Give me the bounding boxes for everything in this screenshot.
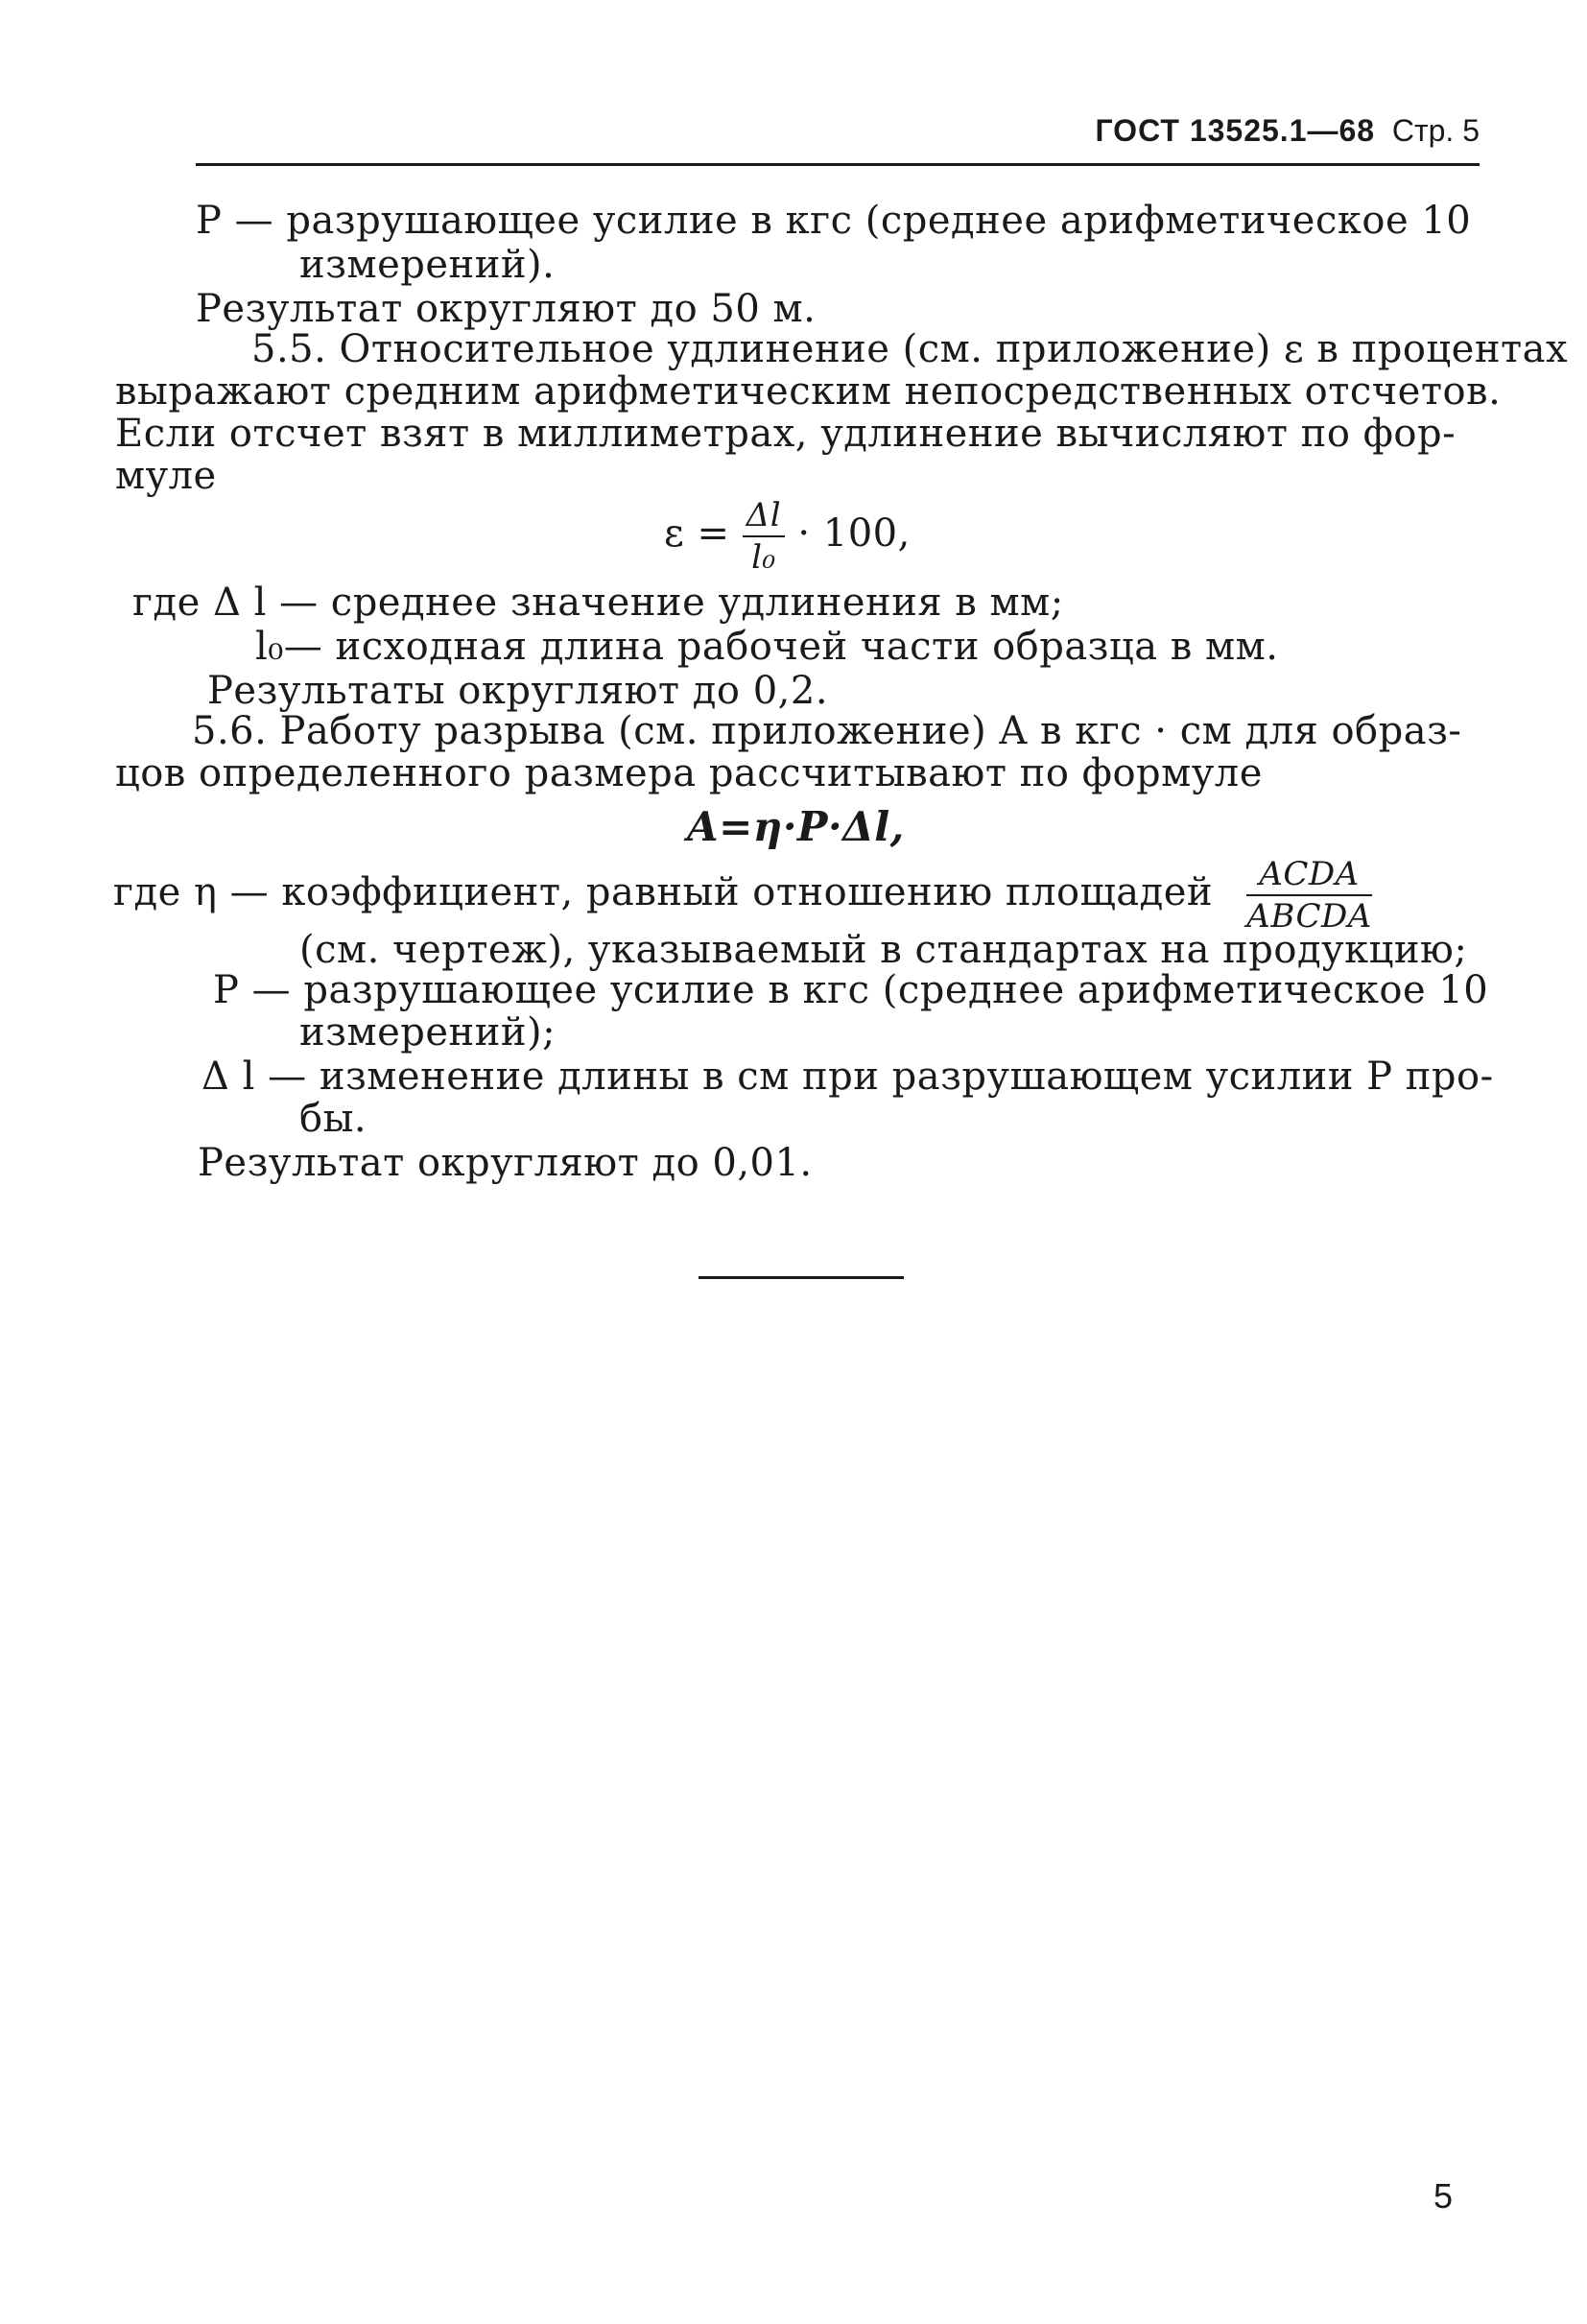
p-definition [196,198,1472,244]
formula-fraction [743,496,785,577]
section-5-5-line4: муле [115,454,217,498]
result-50: Результат округляют до 50 м. [196,287,817,331]
where-eta-cont: (см. чертеж), указываемый в стандартах на продукцию; [299,928,1468,972]
section-5-5-line3: Если отсчет взят в миллиметрах, удлинение вычисляют по фор- [115,412,1457,456]
page-number: 5 [1433,2176,1454,2216]
elongation-formula [664,495,911,577]
where-p: P — разрушающее усилие в кгс (среднее арифметическое 10 [213,968,1489,1012]
result-0-01: Результат округляют до 0,01. [198,1141,813,1185]
p-definition-text: P — разрушающее усилие в кгс (среднее арифметическое 10 [196,199,1472,243]
formula-lhs: ε = [664,511,730,556]
where-delta-l-cm-cont: бы. [299,1097,367,1141]
area-ratio-denominator: ABCDA [1246,897,1372,936]
p-definition-cont: измерений). [299,243,556,287]
formula-rhs: · 100, [797,511,911,556]
work-formula: A=η·P·Δl, [687,803,905,850]
running-header [1095,113,1480,149]
result-0-2: Результаты округляют до 0,2. [207,669,829,713]
where-eta [113,852,1372,936]
standard-code: ГОСТ 13525.1—68 [1095,113,1376,148]
where-delta-l-cm: Δ l — изменение длины в см при разрушающем усилии P про- [201,1055,1494,1099]
section-5-6-line1: 5.6. Работу разрыва (см. приложение) A в кгс · см для образ- [192,709,1462,753]
where-eta-text: где η — коэффициент, равный отношению площадей [113,870,1214,914]
where-delta-l: где Δ l — среднее значение удлинения в мм; [132,581,1064,625]
where-p-cont: измерений); [299,1010,557,1055]
header-divider [196,163,1480,166]
section-5-5-line2: выражают средним арифметическим непосредственных отсчетов. [115,369,1502,414]
formula-numerator: Δl [743,499,785,537]
where-l0: l₀— исходная длина рабочей части образца в мм. [255,625,1279,669]
end-divider [699,1276,904,1279]
area-ratio-numerator: ACDA [1246,858,1372,896]
page-label: Стр. 5 [1391,113,1480,148]
area-ratio [1246,855,1372,936]
formula-denominator: l₀ [751,538,776,577]
section-5-6-line2: цов определенного размера рассчитывают по формуле [115,751,1263,795]
section-5-5-line1: 5.5. Относительное удлинение (см. приложение) ε в процентах [251,327,1569,371]
